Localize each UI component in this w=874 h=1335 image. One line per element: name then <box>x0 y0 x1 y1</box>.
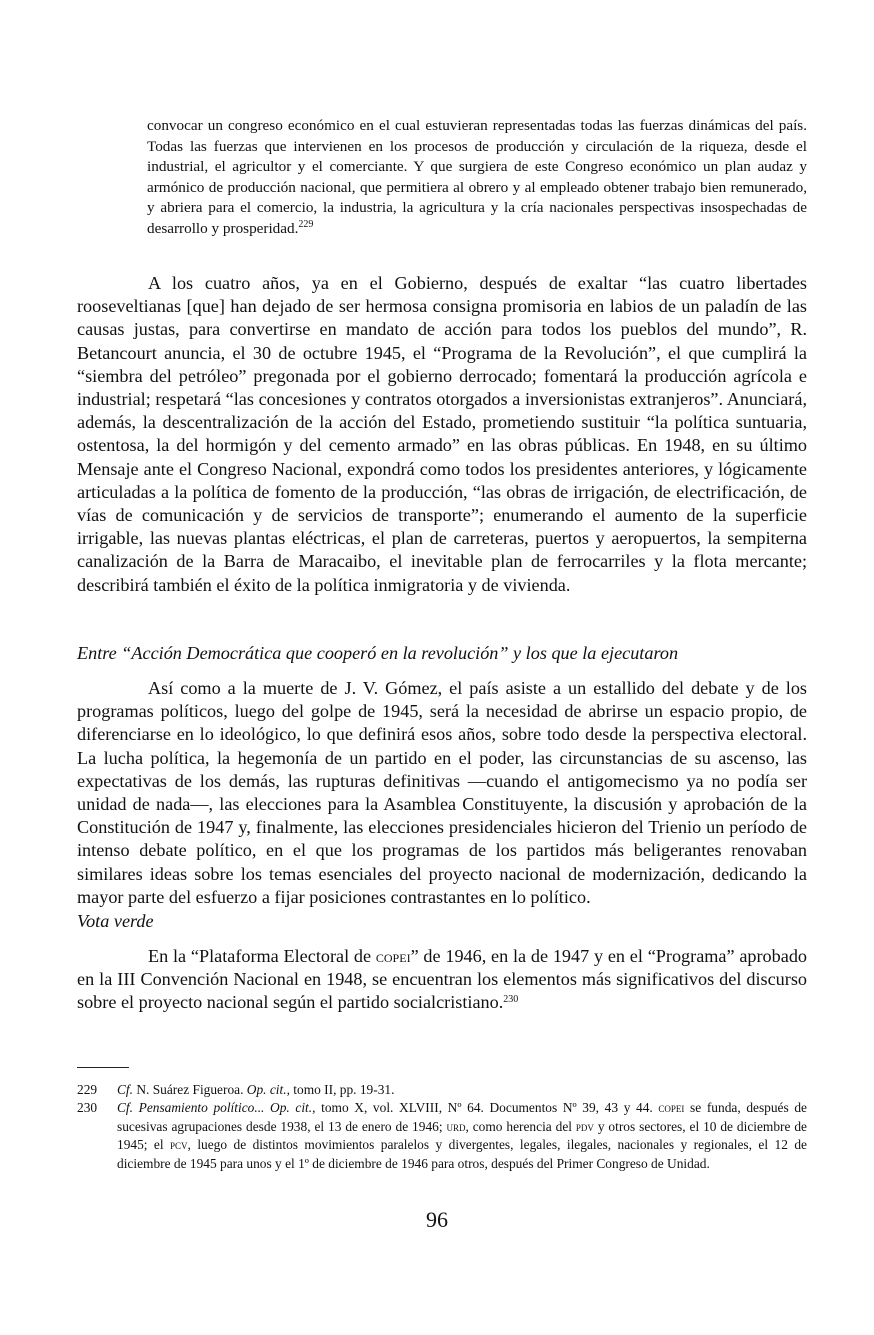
footnote-text <box>117 1099 807 1172</box>
paragraph-copei <box>77 945 807 1015</box>
acronym-urd: urd <box>446 1119 466 1134</box>
footnote-230 <box>77 1099 807 1172</box>
footnote-separator <box>77 1067 129 1068</box>
paragraph-betancourt <box>77 272 807 597</box>
page-number: 96 <box>426 1207 448 1232</box>
paragraph-text: En la “Plataforma Electoral de <box>148 946 376 966</box>
acronym-pcv: pcv <box>170 1138 188 1152</box>
footnote-rest: , tomo II, pp. 19-31. <box>286 1082 395 1097</box>
paragraph-text: A los cuatro años, ya en el Gobierno, después de exaltar “las cuatro libertades rooseveltianas [que] han dejado de ser hermosa consigna promisoria en labios de un paladín de las causas justas, para convertirse en mandato de acción para todos los pueblos del mundo”, R. Betancourt anuncia, el 30 de octubre 1945, el “Programa de la Revolución”, el que cumplirá la “siembra del petróleo” pregonada por el gobierno derrocado; fomentará la producción agrícola e industrial; respetará “las concesiones y contratos otorgados a inversionistas extranjeros”. Anunciará, además, la descentralización de la acción del Estado, prometiendo sustituir “la política suntuaria, ostentosa, la del hormigón y del cemento armado” en las obras públicas. En 1948, en su último Mensaje ante el Congreso Nacional, expondrá como todos los presidentes anteriores, y lógicamente articuladas a la política de fomento de la producción, “las obras de irrigación, de electrificación, de vías de comunicación y de servicios de transporte”; enumerando el aumento de la superficie irrigable, las nuevas plantas eléctricas, el plan de carreteras, puertos y aeropuertos, la sempiterna canalización de la Barra de Maracaibo, el inevitable plan de ferrocarriles y la flota mercante; describirá también el éxito de la política inmigratoria y de vivienda. <box>77 273 807 595</box>
footnote-number: 230 <box>77 1100 98 1115</box>
section-heading-accion-democratica: Entre “Acción Democrática que cooperó en la revolución” y los que la ejecutaron <box>77 643 679 663</box>
footnote-number: 229 <box>77 1082 98 1097</box>
paragraph-gomez <box>77 677 807 909</box>
opcit-abbrev: Op. cit. <box>246 1082 287 1097</box>
footnote-rest: , luego de distintos movimientos paralelos y divergentes, legales, ilegales, nacionales y regionales, el 12 de diciembre de 1945 para unos y el 1º de diciembre de 1946 para otros, después del Primer Congreso de Unidad. <box>117 1137 807 1171</box>
footnote-text <box>117 1081 807 1099</box>
paragraph-text: Así como a la muerte de J. V. Gómez, el país asiste a un estallido del debate y de los programas políticos, luego del golpe de 1945, será la necesidad de abrirse un espacio propio, de diferenciarse en lo ideológico, lo que definirá esos años, sobre todo desde la perspectiva electoral. La lucha política, la hegemonía de un partido en el poder, las circunstancias de su ascenso, las expectativas de los demás, las rupturas definitivas —cuando el antigomecismo ya no podía ser unidad de nada—, las elecciones para la Asamblea Constituyente, la discusión y aprobación de la Constitución de 1947 y, finalmente, las elecciones presidenciales hicieron del Trienio un período de intenso debate político, en el que los programas de los partidos más beligerantes renovaban similares ideas sobre los temas esenciales del proyecto nacional de modernización, dedicando la mayor parte del esfuerzo a fijar posiciones contrastantes en lo político. <box>77 678 807 907</box>
footnote-229 <box>77 1081 807 1099</box>
footnote-author: N. Suárez Figueroa. <box>133 1082 247 1097</box>
cf-abbrev: Cf. <box>117 1082 133 1097</box>
footnote-rest: , tomo X, vol. XLVIII, Nº 64. Documentos Nº 39, 43 y 44. <box>312 1100 659 1115</box>
acronym-copei: copei <box>375 947 411 966</box>
block-quote <box>147 116 807 239</box>
cf-title: Cf. Pensamiento político... Op. cit. <box>117 1100 313 1115</box>
paragraph-text: ” de 1946, en la de 1947 y en el “Programa” aprobado en la III Convención Nacional en 1948, se encuentran los elementos más significativos del discurso sobre el proyecto nacional según el partido socialcristiano. <box>77 946 808 1013</box>
footnote-rest: , como herencia del <box>465 1118 576 1134</box>
footnote-rest: se funda, después de sucesivas agrupaciones desde 1938, el 13 de enero de 1946; <box>117 1100 807 1134</box>
section-heading-vota-verde: Vota verde <box>77 911 154 931</box>
block-quote-text: convocar un congreso económico en el cual estuvieran representadas todas las fuerzas dinámicas del país. Todas las fuerzas que intervienen en los procesos de producción y circulación de la riqueza, desde el industrial, el agricultor y el comerciante. Y que surgiera de este Congreso económico un plan audaz y armónico de producción nacional, que permitiera al obrero y al empleado obtener trabajo bien remunerado, y abriera para el comercio, la industria, la agricultura y la cría nacionales perspectivas insospechadas de desarrollo y prosperidad. <box>147 117 807 237</box>
footnote-rest: y otros sectores, el 10 de diciembre de 1945; el <box>117 1118 807 1152</box>
footnote-ref-230[interactable]: 230 <box>503 994 519 1006</box>
acronym-pdv: pdv <box>575 1119 594 1134</box>
acronym-copei: copei <box>658 1101 685 1115</box>
footnote-ref-229[interactable]: 229 <box>298 218 314 230</box>
